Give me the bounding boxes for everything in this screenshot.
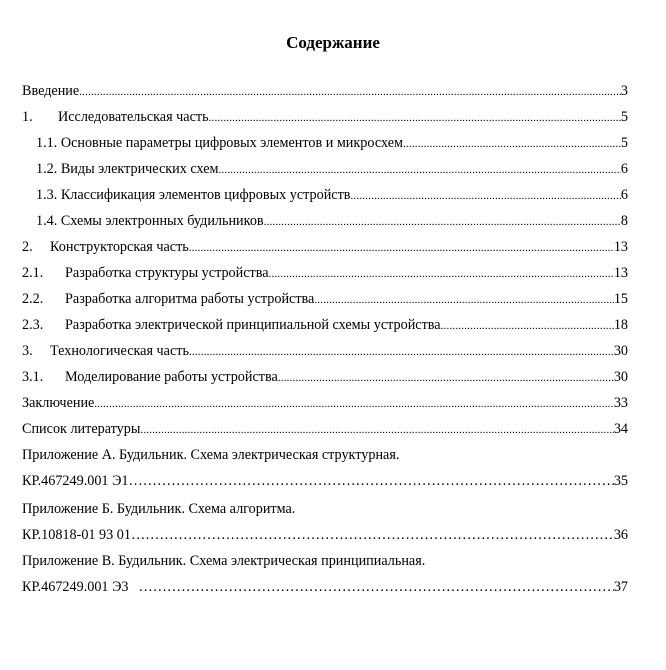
toc-entry-number: 3. bbox=[22, 343, 33, 359]
toc-leader-dots bbox=[189, 239, 614, 257]
toc-entry-label: Исследовательская часть bbox=[58, 109, 209, 125]
toc-entry bbox=[22, 420, 628, 439]
toc-entry-label: 1.1. Основные параметры цифровых элементов и микросхем bbox=[36, 135, 403, 151]
toc-title: Содержание bbox=[286, 33, 380, 52]
toc-entry-number: 2.1. bbox=[22, 265, 44, 281]
toc-entry-number: 2.2. bbox=[22, 291, 44, 307]
toc-entry-label: 1.3. Классификация элементов цифровых устройств bbox=[36, 187, 351, 203]
toc-entry-page: 34 bbox=[613, 421, 628, 437]
toc-entry-number: 1. bbox=[22, 109, 33, 125]
toc-leader-dots bbox=[403, 135, 621, 153]
toc-entry bbox=[36, 212, 628, 231]
toc-leader-dots bbox=[131, 526, 614, 544]
toc-leader-dots bbox=[94, 395, 613, 413]
toc-entry bbox=[22, 82, 628, 101]
appendix-entry bbox=[22, 578, 628, 596]
toc-entry bbox=[36, 134, 628, 153]
toc-entry-number: 2.3. bbox=[22, 317, 44, 333]
toc-leader-dots bbox=[314, 291, 613, 309]
appendix-entry bbox=[22, 472, 628, 490]
toc-entry-page: 3 bbox=[620, 83, 628, 99]
appendix-entry bbox=[22, 526, 628, 544]
toc-entry bbox=[22, 368, 628, 387]
toc-leader-dots bbox=[209, 109, 621, 127]
toc-entry bbox=[22, 238, 628, 257]
toc-entry-page: 15 bbox=[613, 291, 628, 307]
toc-entry-label: Заключение bbox=[22, 395, 95, 411]
toc-entry-label: Разработка электрической принципиальной схемы устройства bbox=[65, 317, 441, 333]
toc-leader-dots bbox=[264, 213, 621, 231]
toc-entry-page: 18 bbox=[613, 317, 628, 333]
toc-entry-number: 3.1. bbox=[22, 369, 44, 385]
toc-leader-dots bbox=[269, 265, 614, 283]
toc-leader-dots bbox=[129, 472, 614, 490]
toc-leader-dots bbox=[219, 161, 621, 179]
toc-entry bbox=[22, 342, 628, 361]
toc-entry-label: Разработка алгоритма работы устройства bbox=[65, 291, 315, 307]
toc-entry bbox=[22, 108, 628, 127]
toc-entry bbox=[22, 394, 628, 413]
appendix-heading: Приложение В. Будильник. Схема электрическая принципиальная. bbox=[22, 553, 426, 569]
toc-entry-page: 13 bbox=[613, 239, 628, 255]
toc-entry-label: Технологическая часть bbox=[50, 343, 189, 359]
toc-leader-dots bbox=[139, 578, 614, 596]
toc-leader-dots bbox=[278, 369, 614, 387]
toc-entry bbox=[22, 316, 628, 335]
toc-leader-dots bbox=[441, 317, 614, 335]
toc-entry-label: Моделирование работы устройства bbox=[65, 369, 278, 385]
toc-entry-label: Разработка структуры устройства bbox=[65, 265, 269, 281]
toc-leader-dots bbox=[79, 83, 621, 101]
appendix-page: 35 bbox=[613, 473, 628, 489]
toc-entry-label: 1.2. Виды электрических схем bbox=[36, 161, 219, 177]
appendix-page: 37 bbox=[613, 579, 628, 595]
toc-entry-number: 2. bbox=[22, 239, 33, 255]
toc-entry-page: 6 bbox=[620, 187, 628, 203]
toc-entry-page: 30 bbox=[613, 369, 628, 385]
toc-entry bbox=[36, 160, 628, 179]
toc-entry-label: Список литературы bbox=[22, 421, 141, 437]
toc-entry-label: 1.4. Схемы электронных будильников bbox=[36, 213, 264, 229]
appendix-heading: Приложение Б. Будильник. Схема алгоритма. bbox=[22, 501, 296, 517]
toc-entry-page: 5 bbox=[620, 109, 628, 125]
toc-entry-page: 8 bbox=[620, 213, 628, 229]
toc-entry-page: 6 bbox=[620, 161, 628, 177]
toc-entry-page: 13 bbox=[613, 265, 628, 281]
toc-entry-label: Конструкторская часть bbox=[50, 239, 189, 255]
toc-entry-page: 5 bbox=[620, 135, 628, 151]
toc-entry-label: Введение bbox=[22, 83, 80, 99]
appendix-code: КР.10818-01 93 01 bbox=[22, 527, 131, 543]
toc-leader-dots bbox=[140, 421, 613, 439]
toc-entry-page: 30 bbox=[613, 343, 628, 359]
toc-leader-dots bbox=[350, 187, 620, 205]
appendix-code: КР.467249.001 Э3 bbox=[22, 579, 129, 595]
toc-entry-page: 33 bbox=[613, 395, 628, 411]
toc-leader-dots bbox=[189, 343, 614, 361]
appendix-heading: Приложение А. Будильник. Схема электрическая структурная. bbox=[22, 447, 400, 463]
appendix-page: 36 bbox=[613, 527, 628, 543]
appendix-code: КР.467249.001 Э1 bbox=[22, 473, 129, 489]
toc-entry bbox=[22, 290, 628, 309]
toc-entry bbox=[36, 186, 628, 205]
toc-entry bbox=[22, 264, 628, 283]
